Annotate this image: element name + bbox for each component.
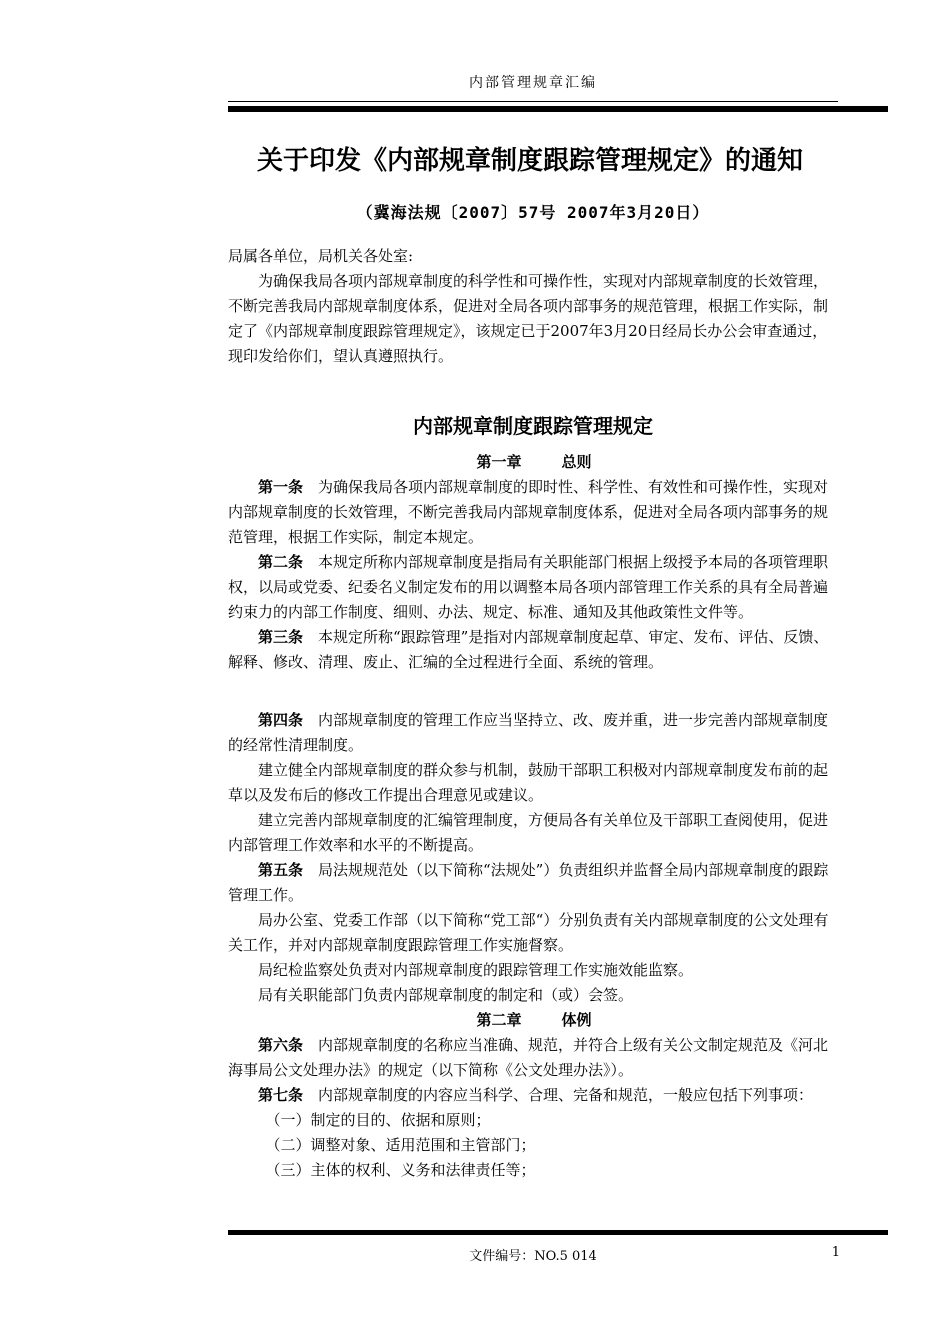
chapter-name: 总则: [561, 453, 592, 471]
article-label: 第七条: [258, 1086, 304, 1104]
article-4-paragraph-2: 建立健全内部规章制度的群众参与机制，鼓励干部职工积极对内部规章制度发布前的起草以及发布后的修改工作提出合理意见或建议。: [228, 761, 829, 804]
article-4-paragraph-3: 建立完善内部规章制度的汇编管理制度，方便局各有关单位及干部职工查阅使用，促进内部管理工作效率和水平的不断提高。: [228, 811, 829, 854]
article-1: [228, 475, 840, 550]
article-7: [228, 1083, 840, 1108]
article-text: 内部规章制度的名称应当准确、规范，并符合上级有关公文制定规范及《河北海事局公文处理办法》的规定（以下简称《公文处理办法》）。: [228, 1036, 829, 1079]
salutation: 局属各单位，局机关各处室:: [228, 247, 414, 265]
chapter-number: 第一章: [476, 453, 522, 471]
footer-document-code: 文件编号：NO.5 014: [469, 1249, 597, 1264]
article-label: 第三条: [258, 628, 304, 646]
article-label: 第二条: [258, 553, 304, 571]
notice-title: 关于印发《内部规章制度跟踪管理规定》的通知: [256, 146, 803, 176]
article-text: 为确保我局各项内部规章制度的即时性、科学性、有效性和可操作性，实现对内部规章制度的长效管理，不断完善我局内部规章制度体系，促进对全局各项内部事务的规范管理，根据工作实际，制定本规定。: [228, 478, 829, 546]
page-number: 1: [831, 1245, 840, 1260]
notice-paragraph: 为确保我局各项内部规章制度的科学性和可操作性，实现对内部规章制度的长效管理，不断完善我局内部规章制度体系，促进对全局各项内部事务的规范管理，根据工作实际，制定了《内部规章制度跟踪管理规定》，该规定已于2007年3月20日经局长办公会审查通过，现印发给你们，望认真遵照执行。: [228, 272, 829, 365]
notice-body: [228, 244, 840, 369]
article-5-paragraph-4: 局有关职能部门负责内部规章制度的制定和（或）会签。: [258, 986, 634, 1004]
regulation-body-part1: [228, 450, 840, 675]
footer-rule: [228, 1230, 888, 1235]
article-label: 第五条: [258, 861, 304, 879]
article-2: [228, 550, 840, 625]
article-5: [228, 858, 840, 908]
header-rule-thick: [228, 106, 888, 112]
regulation-body-part2: [228, 708, 840, 1183]
list-item: （一）制定的目的、依据和原则；: [265, 1111, 491, 1129]
chapter-name: 体例: [561, 1011, 592, 1029]
article-6: [228, 1033, 840, 1083]
article-text: 内部规章制度的管理工作应当坚持立、改、废并重，进一步完善内部规章制度的经常性清理制度。: [228, 711, 829, 754]
notice-subtitle: （冀海法规〔2007〕57号 2007年3月20日）: [356, 203, 710, 222]
list-item: （二）调整对象、适用范围和主管部门；: [265, 1136, 536, 1154]
article-text: 内部规章制度的内容应当科学、合理、完备和规范，一般应包括下列事项：: [318, 1086, 814, 1104]
article-4: [228, 708, 840, 758]
article-label: 第四条: [258, 711, 304, 729]
article-5-paragraph-3: 局纪检监察处负责对内部规章制度的跟踪管理工作实施效能监察。: [258, 961, 694, 979]
article-label: 第一条: [258, 478, 304, 496]
regulation-title: 内部规章制度跟踪管理规定: [413, 414, 653, 438]
chapter-heading-1: [228, 450, 840, 475]
article-text: 本规定所称内部规章制度是指局有关职能部门根据上级授予本局的各项管理职权，以局或党委、纪委名义制定发布的用以调整本局各项内部管理工作关系的具有全局普遍约束力的内部工作制度、细则、办法、规定、标准、通知及其他政策性文件等。: [228, 553, 829, 621]
running-header: 内部管理规章汇编: [469, 75, 597, 91]
article-text: 局法规规范处（以下简称“法规处”）负责组织并监督全局内部规章制度的跟踪管理工作。: [228, 861, 829, 904]
list-item: （三）主体的权利、义务和法律责任等；: [265, 1161, 536, 1179]
article-5-paragraph-2: 局办公室、党委工作部（以下简称“党工部“）分别负责有关内部规章制度的公文处理有关工作，并对内部规章制度跟踪管理工作实施督察。: [228, 911, 829, 954]
chapter-heading-2: [228, 1008, 840, 1033]
article-label: 第六条: [258, 1036, 304, 1054]
chapter-number: 第二章: [476, 1011, 522, 1029]
article-3: [228, 625, 840, 675]
article-text: 本规定所称“跟踪管理”是指对内部规章制度起草、审定、发布、评估、反馈、解释、修改、清理、废止、汇编的全过程进行全面、系统的管理。: [228, 628, 829, 671]
header-rule-thin: [228, 101, 838, 102]
